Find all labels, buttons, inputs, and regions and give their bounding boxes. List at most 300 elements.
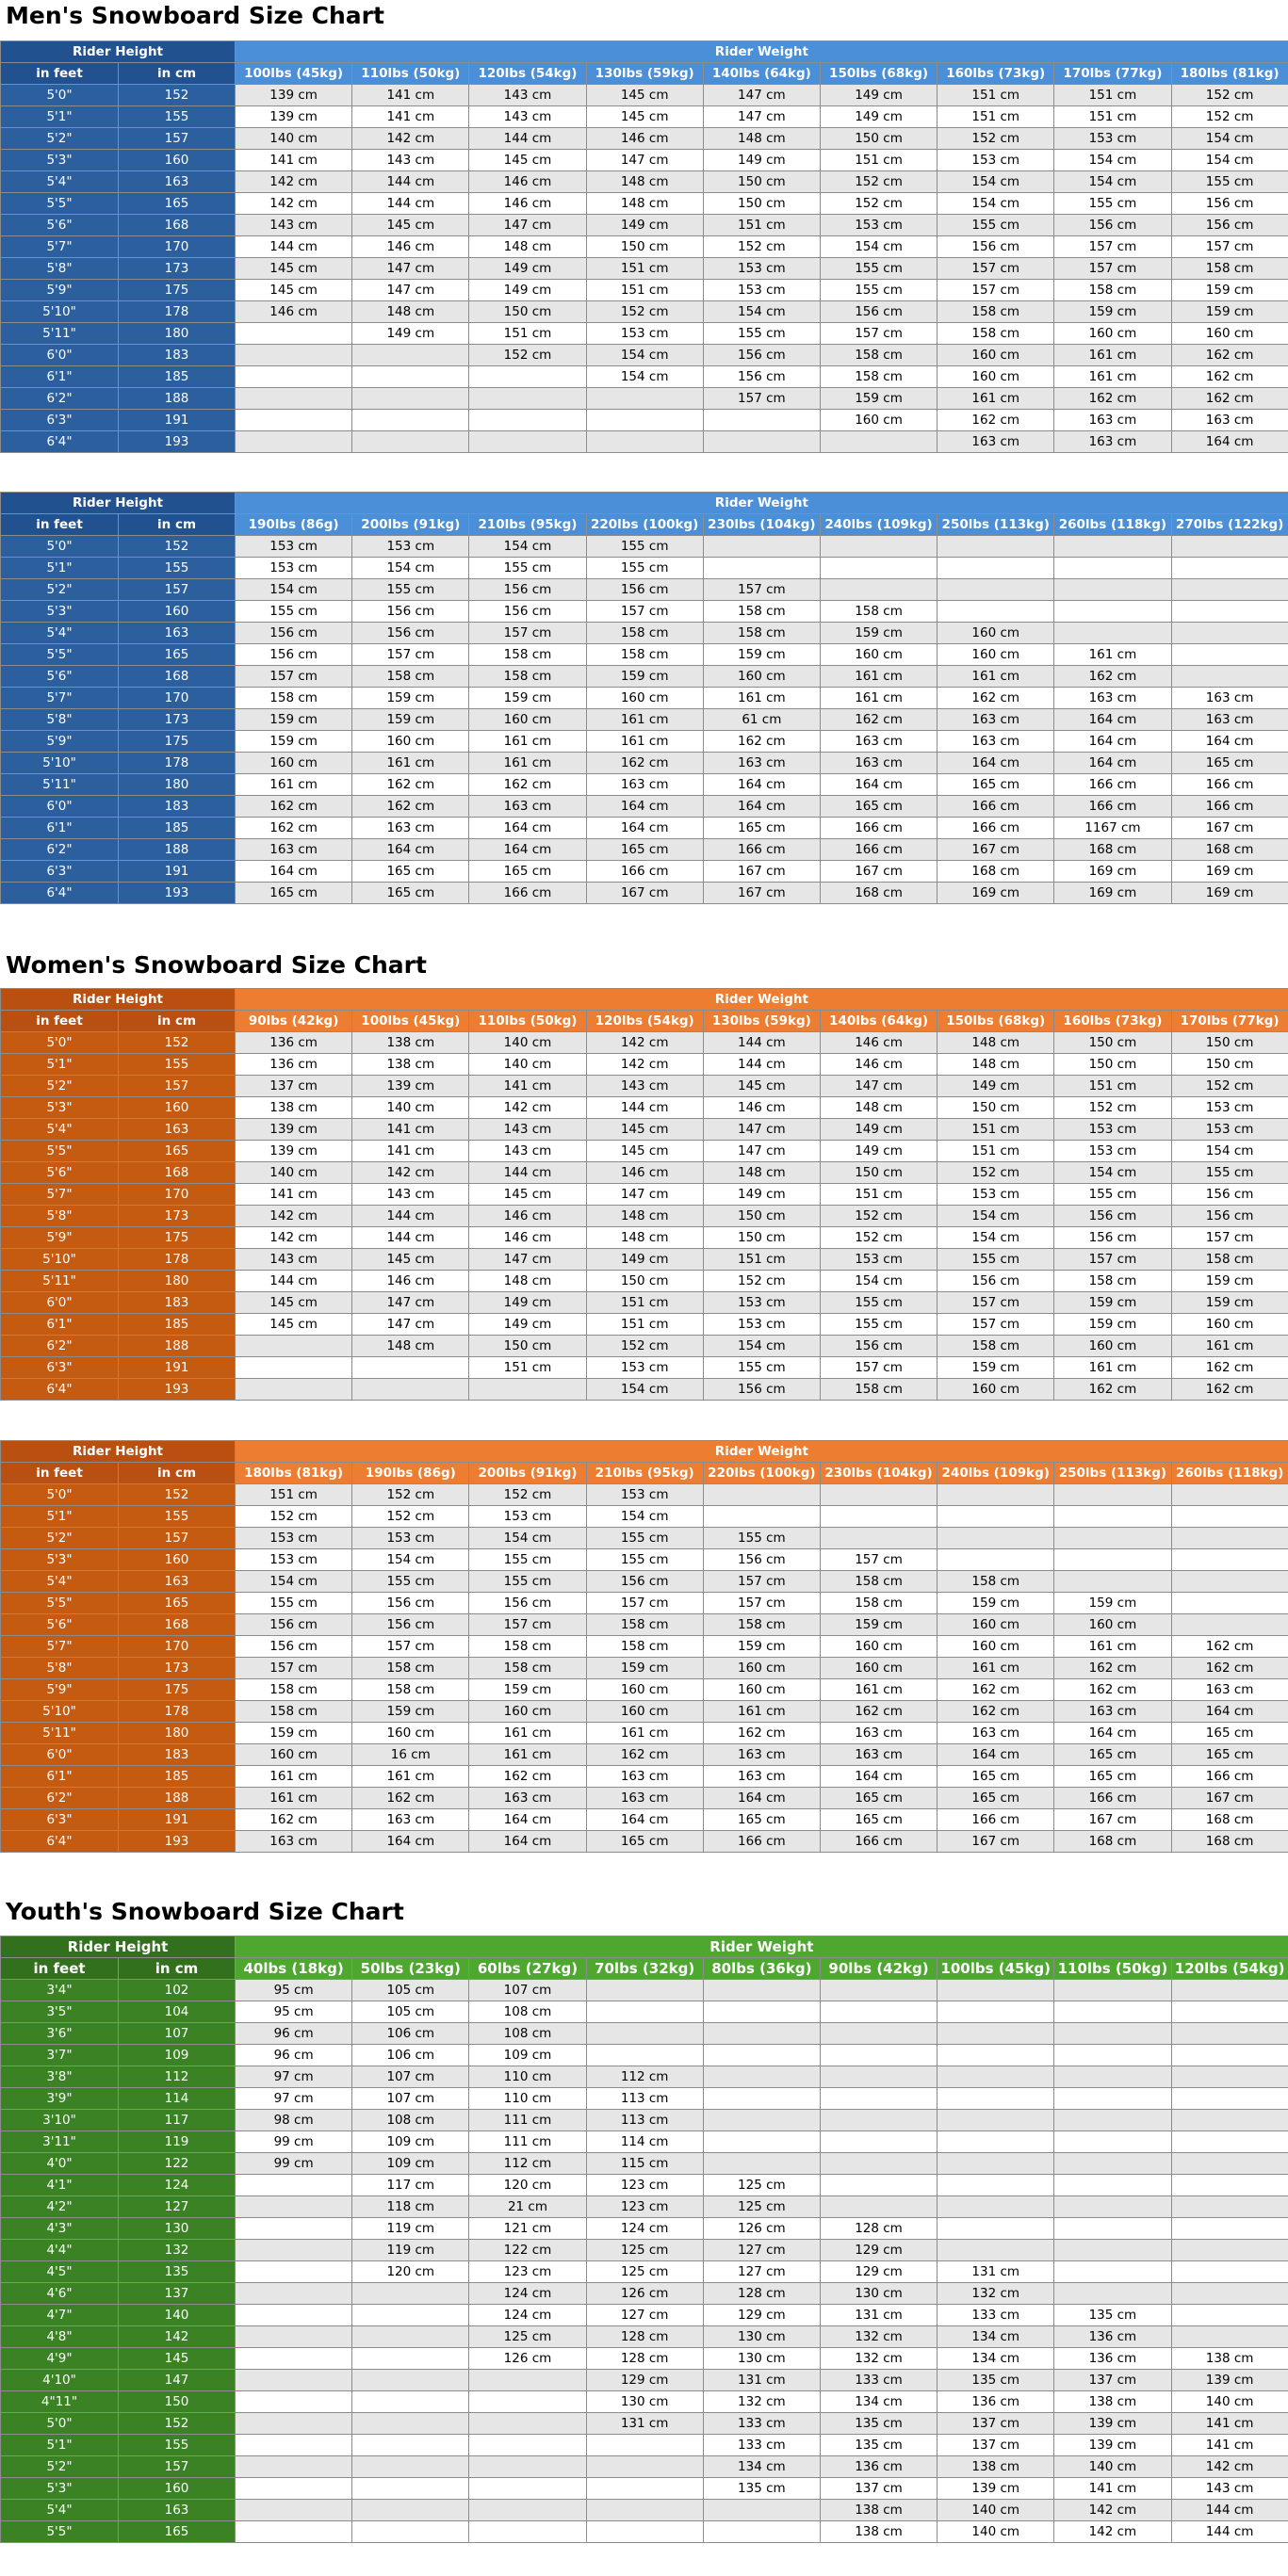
- board-size-cell: [469, 2391, 586, 2413]
- height-cm-cell: 173: [119, 1658, 236, 1679]
- height-feet-cell: 5'5": [1, 193, 119, 215]
- board-size-cell: [236, 323, 352, 345]
- board-size-cell: 151 cm: [1054, 85, 1171, 106]
- height-cm-cell: 193: [119, 883, 236, 904]
- board-size-cell: [236, 366, 352, 388]
- board-size-cell: 120 cm: [469, 2175, 586, 2196]
- board-size-cell: 105 cm: [352, 2001, 469, 2023]
- board-size-cell: 154 cm: [1054, 171, 1171, 193]
- table-row: [1, 2218, 1288, 2240]
- col-header-weight: 220lbs (100kg): [586, 514, 703, 536]
- board-size-cell: 162 cm: [586, 753, 703, 774]
- board-size-cell: 153 cm: [937, 1184, 1054, 1206]
- height-cm-cell: 188: [119, 839, 236, 861]
- table-row: [1, 623, 1288, 644]
- height-cm-cell: 155: [119, 2435, 236, 2456]
- board-size-cell: 150 cm: [703, 193, 820, 215]
- table-row: [1, 2196, 1288, 2218]
- board-size-cell: 157 cm: [937, 258, 1054, 280]
- board-size-cell: [1171, 2283, 1288, 2305]
- board-size-cell: 152 cm: [1054, 1097, 1171, 1119]
- board-size-cell: 95 cm: [236, 1980, 352, 2001]
- board-size-cell: 132 cm: [937, 2283, 1054, 2305]
- board-size-cell: [586, 431, 703, 453]
- board-size-cell: 159 cm: [820, 1614, 937, 1636]
- board-size-cell: 155 cm: [469, 1549, 586, 1571]
- board-size-cell: 161 cm: [703, 688, 820, 709]
- table-row: [1, 2066, 1288, 2088]
- board-size-cell: 164 cm: [937, 753, 1054, 774]
- table-row: [1, 2521, 1288, 2543]
- height-cm-cell: 168: [119, 666, 236, 688]
- board-size-cell: [1171, 2001, 1288, 2023]
- height-cm-cell: 140: [119, 2305, 236, 2326]
- board-size-cell: 138 cm: [236, 1097, 352, 1119]
- board-size-cell: [236, 345, 352, 366]
- board-size-cell: 156 cm: [1054, 1227, 1171, 1249]
- board-size-cell: 160 cm: [469, 1701, 586, 1723]
- board-size-cell: 163 cm: [352, 1809, 469, 1831]
- height-cm-cell: 165: [119, 2521, 236, 2543]
- board-size-cell: 139 cm: [352, 1076, 469, 1097]
- board-size-cell: 161 cm: [820, 666, 937, 688]
- board-size-cell: 157 cm: [1054, 258, 1171, 280]
- board-size-cell: 158 cm: [1054, 280, 1171, 301]
- height-feet-cell: 6'3": [1, 1357, 119, 1379]
- board-size-cell: 159 cm: [1054, 1292, 1171, 1314]
- board-size-cell: 145 cm: [469, 150, 586, 171]
- board-size-cell: 153 cm: [1054, 1141, 1171, 1162]
- board-size-cell: 137 cm: [937, 2413, 1054, 2435]
- table-row: [1, 1206, 1288, 1227]
- table-row: [1, 2456, 1288, 2478]
- board-size-cell: 164 cm: [469, 1831, 586, 1853]
- board-size-cell: 151 cm: [1054, 1076, 1171, 1097]
- board-size-cell: 162 cm: [937, 688, 1054, 709]
- height-feet-cell: 5'8": [1, 709, 119, 731]
- board-size-cell: 158 cm: [703, 1614, 820, 1636]
- board-size-cell: [469, 388, 586, 410]
- board-size-cell: 147 cm: [469, 215, 586, 236]
- board-size-cell: 150 cm: [703, 171, 820, 193]
- board-size-cell: 109 cm: [469, 2045, 586, 2066]
- board-size-cell: [1171, 623, 1288, 644]
- board-size-cell: [937, 1980, 1054, 2001]
- height-feet-cell: 4"11": [1, 2391, 119, 2413]
- group-header-row: [1, 41, 1288, 63]
- table-row: [1, 644, 1288, 666]
- board-size-cell: 165 cm: [703, 818, 820, 839]
- board-size-cell: 140 cm: [469, 1032, 586, 1054]
- col-header-weight: 90lbs (42kg): [820, 1958, 937, 1980]
- board-size-cell: [469, 431, 586, 453]
- board-size-cell: 153 cm: [586, 1357, 703, 1379]
- board-size-cell: 147 cm: [352, 1314, 469, 1336]
- height-feet-cell: 4'6": [1, 2283, 119, 2305]
- table-row: [1, 709, 1288, 731]
- table-row: [1, 558, 1288, 579]
- board-size-cell: [937, 2153, 1054, 2175]
- board-size-cell: 155 cm: [937, 1249, 1054, 1271]
- board-size-cell: 166 cm: [586, 861, 703, 883]
- height-feet-cell: 5'10": [1, 301, 119, 323]
- board-size-cell: 159 cm: [1054, 301, 1171, 323]
- column-header-row: [1, 63, 1288, 85]
- board-size-cell: 145 cm: [236, 280, 352, 301]
- board-size-cell: 149 cm: [469, 1314, 586, 1336]
- height-feet-cell: 5'6": [1, 666, 119, 688]
- board-size-cell: 106 cm: [352, 2023, 469, 2045]
- board-size-cell: 137 cm: [937, 2435, 1054, 2456]
- board-size-cell: 154 cm: [469, 1528, 586, 1549]
- col-header-weight: 140lbs (64kg): [703, 63, 820, 85]
- height-feet-cell: 5'0": [1, 1032, 119, 1054]
- board-size-cell: 157 cm: [1054, 1249, 1171, 1271]
- board-size-cell: 144 cm: [352, 1206, 469, 1227]
- board-size-cell: 145 cm: [352, 1249, 469, 1271]
- table-row: [1, 1636, 1288, 1658]
- height-cm-cell: 191: [119, 861, 236, 883]
- board-size-cell: [352, 2283, 469, 2305]
- table-row: [1, 1357, 1288, 1379]
- board-size-cell: 154 cm: [352, 1549, 469, 1571]
- board-size-cell: 158 cm: [1171, 258, 1288, 280]
- board-size-cell: 149 cm: [352, 323, 469, 345]
- board-size-cell: 161 cm: [937, 388, 1054, 410]
- board-size-cell: 163 cm: [703, 1744, 820, 1766]
- board-size-cell: 162 cm: [236, 1809, 352, 1831]
- board-size-cell: 144 cm: [236, 236, 352, 258]
- board-size-cell: 163 cm: [1054, 1701, 1171, 1723]
- board-size-cell: 138 cm: [1171, 2348, 1288, 2370]
- board-size-cell: 158 cm: [352, 1658, 469, 1679]
- board-size-cell: 166 cm: [1054, 774, 1171, 796]
- board-size-cell: [352, 431, 469, 453]
- board-size-cell: 136 cm: [1054, 2326, 1171, 2348]
- board-size-cell: [352, 2326, 469, 2348]
- board-size-cell: [352, 388, 469, 410]
- group-header-row: [1, 989, 1288, 1011]
- board-size-cell: 129 cm: [820, 2240, 937, 2261]
- board-size-cell: 151 cm: [820, 150, 937, 171]
- board-size-cell: 140 cm: [1054, 2456, 1171, 2478]
- height-feet-cell: 5'3": [1, 601, 119, 623]
- height-feet-cell: 4'10": [1, 2370, 119, 2391]
- table-row: [1, 839, 1288, 861]
- board-size-cell: 167 cm: [1054, 1809, 1171, 1831]
- height-feet-cell: 5'8": [1, 1206, 119, 1227]
- height-cm-cell: 170: [119, 688, 236, 709]
- board-size-cell: 153 cm: [1171, 1097, 1288, 1119]
- board-size-cell: 168 cm: [820, 883, 937, 904]
- board-size-cell: 165 cm: [1171, 1744, 1288, 1766]
- board-size-cell: [236, 2218, 352, 2240]
- board-size-cell: [236, 410, 352, 431]
- board-size-cell: 150 cm: [1171, 1054, 1288, 1076]
- board-size-cell: 143 cm: [236, 1249, 352, 1271]
- board-size-cell: 161 cm: [1054, 366, 1171, 388]
- board-size-cell: 160 cm: [1054, 1336, 1171, 1357]
- table-row: [1, 388, 1288, 410]
- board-size-cell: [703, 1506, 820, 1528]
- rider-weight-header: Rider Weight: [236, 41, 1288, 63]
- board-size-cell: 151 cm: [469, 1357, 586, 1379]
- board-size-cell: 157 cm: [703, 1593, 820, 1614]
- height-cm-cell: 102: [119, 1980, 236, 2001]
- board-size-cell: 167 cm: [937, 1831, 1054, 1853]
- board-size-cell: [1171, 1593, 1288, 1614]
- board-size-cell: 164 cm: [1054, 753, 1171, 774]
- board-size-cell: 124 cm: [469, 2305, 586, 2326]
- board-size-cell: 134 cm: [937, 2326, 1054, 2348]
- table-row: [1, 688, 1288, 709]
- board-size-cell: 155 cm: [469, 1571, 586, 1593]
- board-size-cell: [820, 579, 937, 601]
- height-cm-cell: 175: [119, 731, 236, 753]
- board-size-cell: 144 cm: [1171, 2521, 1288, 2543]
- height-cm-cell: 152: [119, 536, 236, 558]
- board-size-cell: 142 cm: [236, 193, 352, 215]
- board-size-cell: 148 cm: [352, 1336, 469, 1357]
- board-size-cell: 149 cm: [703, 1184, 820, 1206]
- board-size-cell: 164 cm: [1171, 1701, 1288, 1723]
- board-size-cell: 150 cm: [586, 1271, 703, 1292]
- table-row: [1, 1723, 1288, 1744]
- board-size-cell: [1171, 601, 1288, 623]
- rider-height-header: Rider Height: [1, 41, 236, 63]
- height-feet-cell: 5'8": [1, 258, 119, 280]
- board-size-cell: 153 cm: [352, 536, 469, 558]
- board-size-cell: 159 cm: [703, 644, 820, 666]
- height-feet-cell: 5'7": [1, 1636, 119, 1658]
- board-size-cell: 159 cm: [703, 1636, 820, 1658]
- board-size-cell: 152 cm: [820, 193, 937, 215]
- board-size-cell: 151 cm: [1054, 106, 1171, 128]
- board-size-cell: 143 cm: [469, 1141, 586, 1162]
- board-size-cell: 146 cm: [469, 1206, 586, 1227]
- board-size-cell: 161 cm: [703, 1701, 820, 1723]
- board-size-cell: 160 cm: [703, 1679, 820, 1701]
- board-size-cell: 155 cm: [586, 558, 703, 579]
- board-size-cell: 157 cm: [469, 623, 586, 644]
- board-size-cell: [820, 2066, 937, 2088]
- board-size-cell: 147 cm: [586, 1184, 703, 1206]
- board-size-cell: 152 cm: [1171, 85, 1288, 106]
- board-size-cell: 163 cm: [1171, 1679, 1288, 1701]
- height-cm-cell: 168: [119, 215, 236, 236]
- board-size-cell: 126 cm: [586, 2283, 703, 2305]
- board-size-cell: 123 cm: [469, 2261, 586, 2283]
- height-feet-cell: 3'5": [1, 2001, 119, 2023]
- board-size-cell: 149 cm: [586, 1249, 703, 1271]
- board-size-cell: 162 cm: [1171, 1636, 1288, 1658]
- height-feet-cell: 5'8": [1, 1658, 119, 1679]
- board-size-cell: [820, 1484, 937, 1506]
- board-size-cell: [236, 2283, 352, 2305]
- board-size-cell: 130 cm: [820, 2283, 937, 2305]
- board-size-cell: 111 cm: [469, 2131, 586, 2153]
- board-size-cell: 152 cm: [586, 301, 703, 323]
- table-row: [1, 1744, 1288, 1766]
- table-row: [1, 2131, 1288, 2153]
- height-cm-cell: 163: [119, 171, 236, 193]
- height-feet-cell: 6'1": [1, 366, 119, 388]
- board-size-cell: 165 cm: [1054, 1744, 1171, 1766]
- board-size-cell: 165 cm: [937, 774, 1054, 796]
- board-size-cell: [1054, 2088, 1171, 2110]
- table-row: [1, 150, 1288, 171]
- board-size-cell: 159 cm: [352, 709, 469, 731]
- board-size-cell: 154 cm: [236, 579, 352, 601]
- board-size-cell: [703, 2500, 820, 2521]
- board-size-cell: 166 cm: [1171, 796, 1288, 818]
- board-size-cell: 140 cm: [352, 1097, 469, 1119]
- board-size-cell: 160 cm: [937, 1636, 1054, 1658]
- height-cm-cell: 173: [119, 258, 236, 280]
- board-size-cell: 138 cm: [352, 1032, 469, 1054]
- board-size-cell: 144 cm: [586, 1097, 703, 1119]
- board-size-cell: 163 cm: [820, 731, 937, 753]
- board-size-cell: 135 cm: [937, 2370, 1054, 2391]
- board-size-cell: 159 cm: [1171, 280, 1288, 301]
- height-feet-cell: 6'3": [1, 410, 119, 431]
- board-size-cell: 142 cm: [236, 1227, 352, 1249]
- board-size-cell: 146 cm: [352, 1271, 469, 1292]
- table-row: [1, 1054, 1288, 1076]
- board-size-cell: 146 cm: [586, 1162, 703, 1184]
- board-size-cell: 96 cm: [236, 2023, 352, 2045]
- height-cm-cell: 178: [119, 1249, 236, 1271]
- board-size-cell: 158 cm: [236, 688, 352, 709]
- height-cm-cell: 165: [119, 644, 236, 666]
- board-size-cell: [820, 2153, 937, 2175]
- col-header-weight: 130lbs (59kg): [586, 63, 703, 85]
- board-size-cell: 149 cm: [586, 215, 703, 236]
- board-size-cell: [703, 2045, 820, 2066]
- col-header-weight: 240lbs (109kg): [820, 514, 937, 536]
- board-size-cell: [1054, 579, 1171, 601]
- rider-weight-header: Rider Weight: [236, 1441, 1288, 1463]
- col-header-cm: in cm: [119, 1011, 236, 1032]
- board-size-cell: 150 cm: [469, 1336, 586, 1357]
- board-size-cell: [1054, 2175, 1171, 2196]
- board-size-cell: 111 cm: [469, 2110, 586, 2131]
- col-header-feet: in feet: [1, 1463, 119, 1484]
- board-size-cell: 148 cm: [703, 128, 820, 150]
- col-header-cm: in cm: [119, 514, 236, 536]
- board-size-cell: 153 cm: [586, 1484, 703, 1506]
- board-size-cell: 148 cm: [586, 1206, 703, 1227]
- board-size-cell: 152 cm: [236, 1506, 352, 1528]
- board-size-cell: 140 cm: [236, 1162, 352, 1184]
- board-size-cell: [1054, 1980, 1171, 2001]
- board-size-cell: 163 cm: [586, 1766, 703, 1788]
- col-header-weight: 210lbs (95kg): [469, 514, 586, 536]
- board-size-cell: 163 cm: [937, 1723, 1054, 1744]
- board-size-cell: 156 cm: [586, 579, 703, 601]
- board-size-cell: 112 cm: [469, 2153, 586, 2175]
- table-row: [1, 883, 1288, 904]
- board-size-cell: 164 cm: [236, 861, 352, 883]
- board-size-cell: 146 cm: [469, 171, 586, 193]
- board-size-cell: 138 cm: [820, 2500, 937, 2521]
- board-size-cell: 165 cm: [586, 1831, 703, 1853]
- board-size-cell: 156 cm: [1054, 1206, 1171, 1227]
- board-size-cell: 151 cm: [937, 1141, 1054, 1162]
- board-size-cell: 145 cm: [586, 1141, 703, 1162]
- height-feet-cell: 5'11": [1, 323, 119, 345]
- board-size-cell: 150 cm: [1171, 1032, 1288, 1054]
- board-size-cell: 165 cm: [352, 883, 469, 904]
- board-size-cell: [352, 2305, 469, 2326]
- height-feet-cell: 5'6": [1, 1614, 119, 1636]
- board-size-cell: 164 cm: [1054, 1723, 1171, 1744]
- board-size-cell: 123 cm: [586, 2196, 703, 2218]
- board-size-cell: 144 cm: [236, 1271, 352, 1292]
- board-size-cell: 154 cm: [236, 1571, 352, 1593]
- board-size-cell: 136 cm: [1054, 2348, 1171, 2370]
- height-feet-cell: 5'5": [1, 644, 119, 666]
- col-header-weight: 180lbs (81kg): [236, 1463, 352, 1484]
- board-size-cell: 164 cm: [469, 839, 586, 861]
- board-size-cell: 164 cm: [586, 796, 703, 818]
- board-size-cell: 158 cm: [1171, 1249, 1288, 1271]
- board-size-cell: [1171, 536, 1288, 558]
- height-feet-cell: 5'11": [1, 774, 119, 796]
- board-size-cell: [937, 2088, 1054, 2110]
- table-row: [1, 410, 1288, 431]
- board-size-cell: 148 cm: [469, 1271, 586, 1292]
- board-size-cell: [703, 2001, 820, 2023]
- board-size-cell: [937, 558, 1054, 579]
- col-header-weight: 110lbs (50kg): [1054, 1958, 1171, 1980]
- height-feet-cell: 6'4": [1, 1831, 119, 1853]
- board-size-cell: 169 cm: [1054, 861, 1171, 883]
- table-row: [1, 579, 1288, 601]
- board-size-cell: 158 cm: [469, 1658, 586, 1679]
- board-size-cell: 161 cm: [236, 774, 352, 796]
- section-title: Youth's Snowboard Size Chart: [6, 1898, 404, 1925]
- height-feet-cell: 4'8": [1, 2326, 119, 2348]
- board-size-cell: 133 cm: [820, 2370, 937, 2391]
- board-size-cell: 160 cm: [937, 366, 1054, 388]
- board-size-cell: 143 cm: [1171, 2478, 1288, 2500]
- board-size-cell: 151 cm: [586, 1314, 703, 1336]
- board-size-cell: 158 cm: [586, 1636, 703, 1658]
- board-size-cell: 144 cm: [352, 193, 469, 215]
- board-size-cell: [469, 2500, 586, 2521]
- table-row: [1, 1336, 1288, 1357]
- board-size-cell: 153 cm: [236, 558, 352, 579]
- board-size-cell: 162 cm: [937, 1679, 1054, 1701]
- board-size-cell: 153 cm: [1054, 1119, 1171, 1141]
- board-size-cell: 148 cm: [586, 193, 703, 215]
- board-size-cell: [937, 579, 1054, 601]
- table-row: [1, 774, 1288, 796]
- board-size-cell: 153 cm: [703, 1292, 820, 1314]
- col-header-cm: in cm: [119, 1463, 236, 1484]
- board-size-cell: 167 cm: [703, 883, 820, 904]
- board-size-cell: 157 cm: [469, 1614, 586, 1636]
- table-row: [1, 1549, 1288, 1571]
- height-cm-cell: 155: [119, 106, 236, 128]
- board-size-cell: [1171, 2326, 1288, 2348]
- board-size-cell: 154 cm: [586, 345, 703, 366]
- board-size-cell: 168 cm: [1171, 1809, 1288, 1831]
- board-size-cell: 125 cm: [586, 2240, 703, 2261]
- board-size-cell: 130 cm: [586, 2391, 703, 2413]
- board-size-cell: 131 cm: [586, 2413, 703, 2435]
